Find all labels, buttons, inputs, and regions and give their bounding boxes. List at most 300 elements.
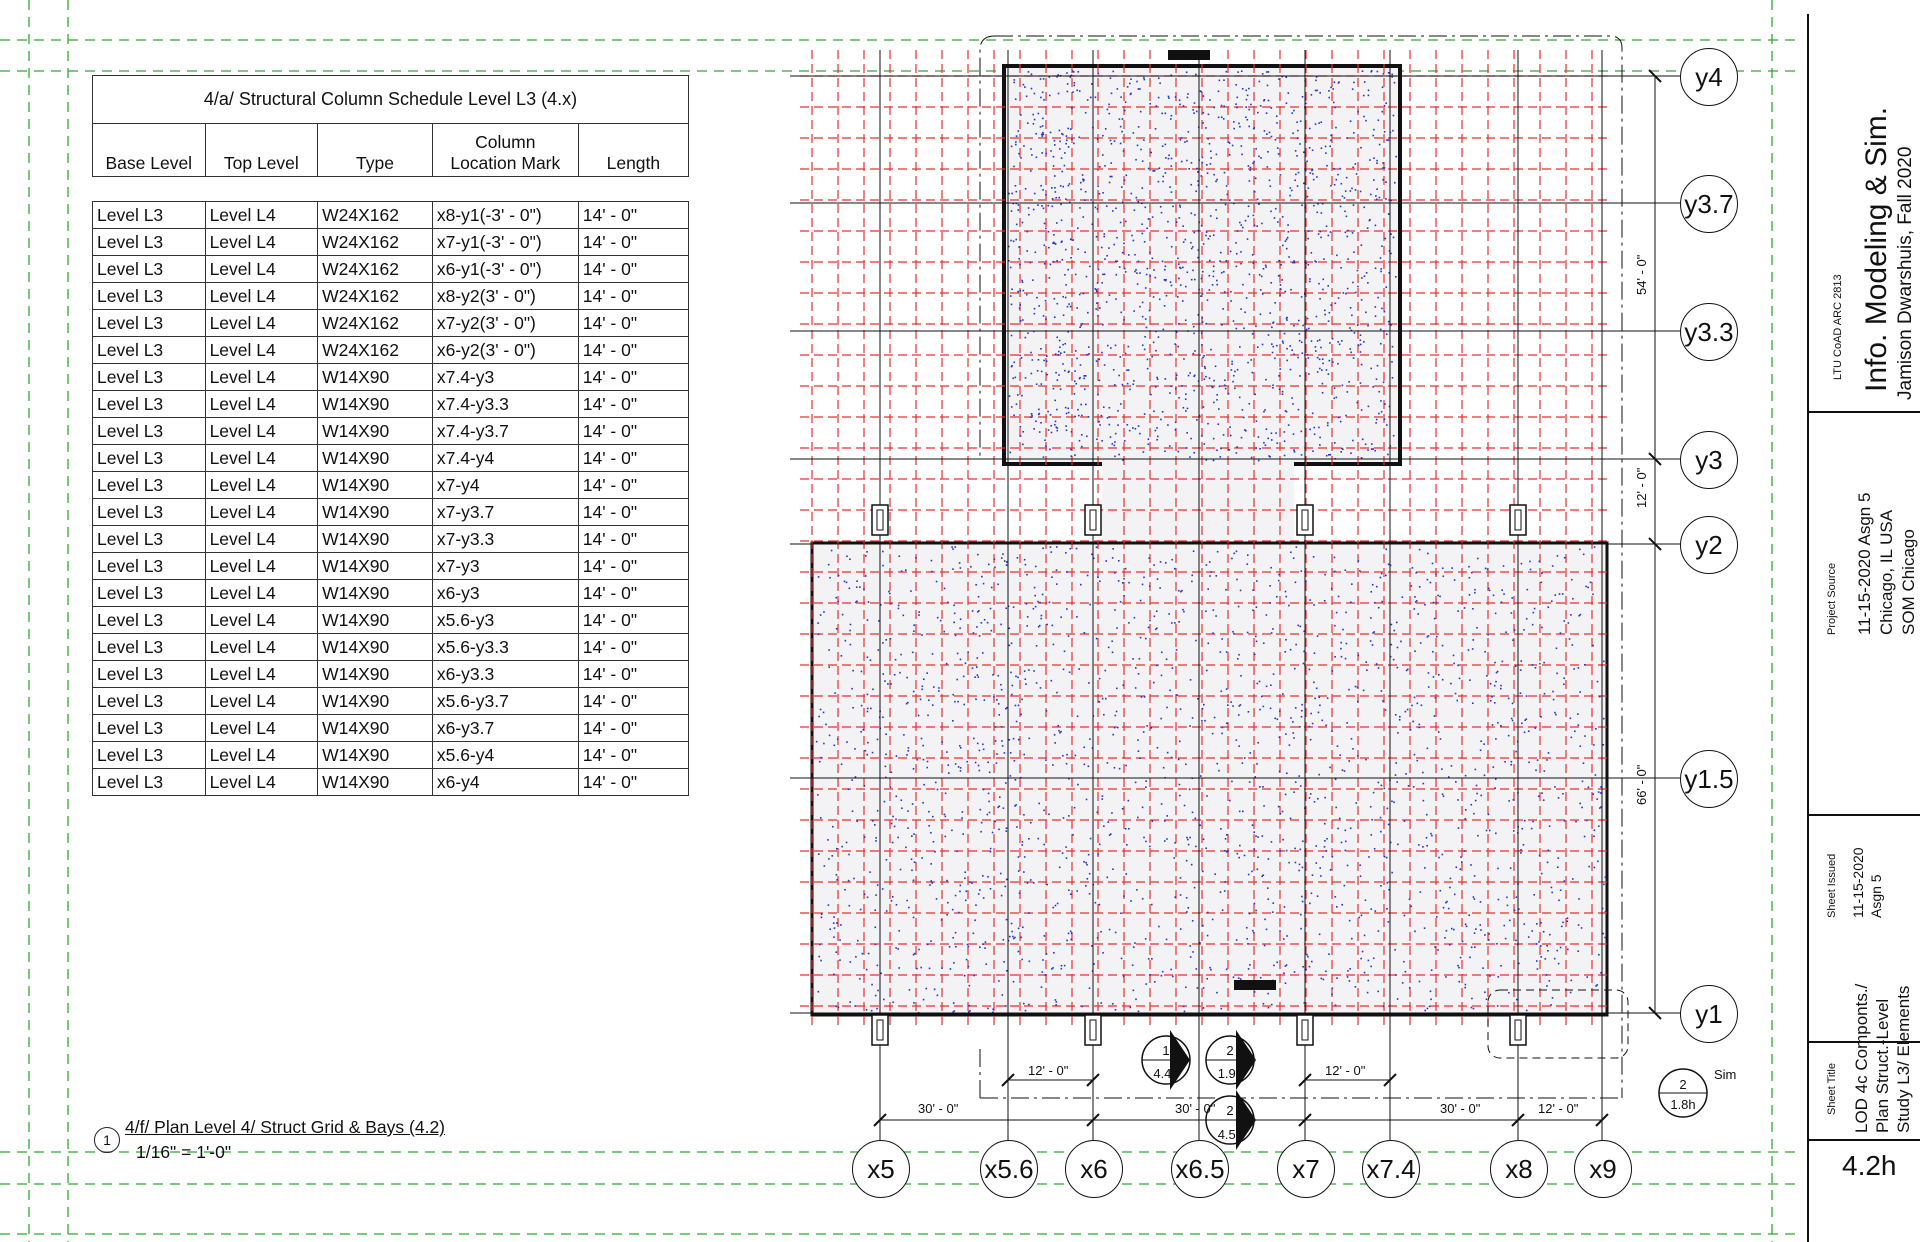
floor-hatch-dot [1109,929,1111,931]
sheet-title-line-2: Plan Struct.-Level [1873,998,1892,1133]
floor-hatch-dot [1122,118,1124,120]
floor-hatch-dot [1183,611,1185,613]
floor-hatch-dot [1028,214,1030,216]
floor-hatch-dot [1438,674,1440,676]
floor-hatch-dot [978,893,980,895]
table-row [93,283,689,310]
floor-hatch-dot [944,836,946,838]
floor-hatch-dot [1175,388,1177,390]
floor-hatch-dot [1199,824,1201,826]
floor-hatch-dot [1193,390,1195,392]
floor-hatch-dot [1312,874,1314,876]
floor-hatch-dot [1120,403,1122,405]
floor-hatch-dot [1081,446,1083,448]
floor-hatch-dot [1352,282,1354,284]
floor-hatch-dot [1159,82,1161,84]
table-cell: Level L4 [205,715,318,742]
floor-hatch-dot [882,642,884,644]
floor-hatch-dot [1310,172,1312,174]
floor-hatch-dot [1368,406,1370,408]
table-cell: Level L3 [93,769,206,796]
floor-hatch-dot [1058,93,1060,95]
table-cell: x6-y3 [432,580,578,607]
floor-hatch-dot [1108,247,1110,249]
floor-hatch-dot [1381,573,1383,575]
floor-hatch-dot [959,627,961,629]
floor-hatch-dot [1539,663,1541,665]
floor-hatch-dot [1134,209,1136,211]
floor-hatch-dot [1274,358,1276,360]
floor-hatch-dot [915,557,917,559]
floor-hatch-dot [1173,857,1175,859]
floor-hatch-dot [1238,977,1240,979]
floor-hatch-dot [1021,280,1023,282]
floor-hatch-dot [1342,385,1344,387]
floor-hatch-dot [1477,558,1479,560]
floor-hatch-dot [1330,304,1332,306]
floor-hatch-dot [955,932,957,934]
floor-hatch-dot [1086,435,1088,437]
floor-hatch-dot [1206,231,1208,233]
floor-hatch-dot [1322,279,1324,281]
table-cell: 14' - 0" [578,364,688,391]
floor-hatch-dot [1494,662,1496,664]
floor-hatch-dot [1388,921,1390,923]
floor-hatch-dot [1115,208,1117,210]
floor-hatch-dot [1388,824,1390,826]
floor-hatch-dot [867,711,869,713]
floor-hatch-dot [1317,357,1319,359]
floor-hatch-dot [1174,622,1176,624]
floor-hatch-dot [1140,111,1142,113]
floor-hatch-dot [1321,978,1323,980]
floor-hatch-dot [1230,701,1232,703]
floor-hatch-dot [1081,1006,1083,1008]
floor-hatch-dot [1001,895,1003,897]
floor-hatch-dot [1318,774,1320,776]
floor-hatch-dot [1095,289,1097,291]
floor-hatch-dot [1179,217,1181,219]
floor-hatch-dot [1139,433,1141,435]
floor-hatch-dot [1380,400,1382,402]
floor-hatch-dot [1270,282,1272,284]
floor-hatch-dot [1123,578,1125,580]
floor-hatch-dot [1059,732,1061,734]
table-cell: Level L3 [93,634,206,661]
floor-hatch-dot [1264,130,1266,132]
floor-hatch-dot [1314,801,1316,803]
floor-hatch-dot [1096,546,1098,548]
floor-hatch-dot [1123,595,1125,597]
floor-hatch-dot [1385,286,1387,288]
floor-hatch-dot [1372,135,1374,137]
floor-hatch-dot [1459,678,1461,680]
floor-hatch-dot [1317,340,1319,342]
floor-hatch-dot [1169,445,1171,447]
floor-hatch-dot [1414,650,1416,652]
floor-hatch-dot [958,766,960,768]
floor-hatch-dot [1070,449,1072,451]
floor-hatch-dot [1551,600,1553,602]
floor-hatch-dot [1187,93,1189,95]
floor-hatch-dot [1360,339,1362,341]
floor-hatch-dot [1313,205,1315,207]
floor-hatch-dot [1391,361,1393,363]
floor-hatch-dot [875,944,877,946]
floor-hatch-dot [1017,677,1019,679]
floor-hatch-dot [1195,818,1197,820]
floor-hatch-dot [1363,95,1365,97]
floor-hatch-dot [1278,153,1280,155]
floor-hatch-dot [1299,143,1301,145]
floor-hatch-dot [1230,291,1232,293]
floor-hatch-dot [1289,345,1291,347]
floor-hatch-dot [1270,567,1272,569]
floor-hatch-dot [1018,928,1020,930]
floor-hatch-dot [1256,420,1258,422]
floor-hatch-dot [1361,277,1363,279]
floor-hatch-dot [941,919,943,921]
floor-hatch-dot [1142,302,1144,304]
floor-hatch-dot [1521,828,1523,830]
floor-hatch-dot [927,715,929,717]
table-cell: W14X90 [318,499,433,526]
floor-hatch-dot [1603,661,1605,663]
floor-hatch-dot [1108,113,1110,115]
floor-hatch-dot [1000,624,1002,626]
floor-hatch-dot [878,649,880,651]
floor-hatch-dot [1456,700,1458,702]
floor-hatch-dot [1209,967,1211,969]
floor-hatch-dot [1051,206,1053,208]
floor-hatch-dot [1284,431,1286,433]
floor-hatch-dot [867,897,869,899]
floor-hatch-dot [1367,227,1369,229]
floor-hatch-dot [1156,627,1158,629]
floor-hatch-dot [1009,645,1011,647]
floor-hatch-dot [1002,745,1004,747]
floor-hatch-dot [1309,903,1311,905]
view-scale: 1/16" = 1'-0" [136,1142,232,1162]
floor-hatch-dot [868,601,870,603]
floor-hatch-dot [1168,158,1170,160]
view-caption [97,1117,445,1138]
floor-hatch-dot [1468,649,1470,651]
floor-hatch-dot [1572,598,1574,600]
floor-hatch-dot [1335,127,1337,129]
floor-hatch-dot [984,619,986,621]
floor-hatch-dot [1466,926,1468,928]
floor-hatch-dot [1393,801,1395,803]
floor-hatch-dot [1185,239,1187,241]
floor-hatch-dot [1060,204,1062,206]
floor-hatch-dot [1195,640,1197,642]
section-mark-4-sheet: 1.8h [1670,1097,1696,1112]
floor-hatch-dot [1214,717,1216,719]
floor-hatch-dot [1178,278,1180,280]
floor-hatch-dot [1134,254,1136,256]
floor-hatch-dot [1201,91,1203,93]
floor-hatch-dot [1015,144,1017,146]
floor-hatch-dot [1212,632,1214,634]
floor-hatch-dot [1329,342,1331,344]
floor-hatch-dot [1293,449,1295,451]
floor-hatch-dot [1201,435,1203,437]
floor-hatch-dot [1216,449,1218,451]
floor-hatch-dot [1511,612,1513,614]
floor-hatch-dot [1593,836,1595,838]
floor-hatch-dot [1412,567,1414,569]
floor-hatch-dot [913,917,915,919]
floor-hatch-dot [1058,730,1060,732]
floor-hatch-dot [1050,150,1052,152]
floor-hatch-dot [1236,739,1238,741]
floor-hatch-dot [1076,890,1078,892]
floor-hatch-dot [1085,191,1087,193]
floor-hatch-dot [1257,683,1259,685]
floor-hatch-dot [1453,663,1455,665]
floor-hatch-dot [1255,636,1257,638]
floor-hatch-dot [1151,904,1153,906]
floor-hatch-dot [913,954,915,956]
floor-hatch-dot [1062,852,1064,854]
floor-hatch-dot [1353,132,1355,134]
floor-hatch-dot [1604,937,1606,939]
floor-hatch-dot [1500,965,1502,967]
floor-hatch-dot [1272,911,1274,913]
floor-hatch-dot [1227,704,1229,706]
floor-hatch-dot [1482,967,1484,969]
dim-y2-y3: 12' - 0" [1634,467,1649,508]
floor-hatch-dot [1171,559,1173,561]
floor-hatch-dot [922,685,924,687]
floor-hatch-dot [918,614,920,616]
table-cell: x7-y3.3 [432,526,578,553]
floor-hatch-dot [1377,365,1379,367]
floor-hatch-dot [1083,861,1085,863]
floor-hatch-dot [1582,781,1584,783]
floor-hatch-dot [1371,819,1373,821]
floor-hatch-dot [1000,873,1002,875]
floor-hatch-dot [1011,288,1013,290]
floor-hatch-dot [1050,132,1052,134]
floor-hatch-dot [1272,352,1274,354]
floor-hatch-dot [1085,112,1087,114]
floor-hatch-dot [1056,426,1058,428]
floor-hatch-dot [955,946,957,948]
floor-hatch-dot [856,600,858,602]
floor-hatch-dot [1583,762,1585,764]
floor-hatch-dot [866,754,868,756]
floor-hatch-dot [1305,969,1307,971]
floor-hatch-dot [1166,295,1168,297]
floor-hatch-dot [1149,620,1151,622]
floor-hatch-dot [922,802,924,804]
floor-hatch-dot [1326,455,1328,457]
floor-hatch-dot [1508,735,1510,737]
floor-hatch-dot [1280,288,1282,290]
floor-hatch-dot [1110,833,1112,835]
floor-hatch-dot [1242,762,1244,764]
floor-hatch-dot [1153,296,1155,298]
floor-hatch-dot [1397,647,1399,649]
floor-hatch-dot [1053,952,1055,954]
floor-hatch-dot [1319,697,1321,699]
floor-hatch-dot [1223,271,1225,273]
floor-hatch-dot [1370,368,1372,370]
floor-hatch-dot [1136,889,1138,891]
floor-hatch-dot [1029,961,1031,963]
floor-hatch-dot [913,630,915,632]
floor-hatch-dot [1236,452,1238,454]
floor-hatch-dot [909,989,911,991]
floor-hatch-dot [1257,856,1259,858]
floor-hatch-dot [1097,854,1099,856]
floor-hatch-dot [1266,133,1268,135]
floor-hatch-dot [1345,415,1347,417]
floor-hatch-dot [1103,406,1105,408]
floor-hatch-dot [1150,394,1152,396]
floor-hatch-dot [1393,435,1395,437]
floor-hatch-dot [1267,166,1269,168]
floor-hatch-dot [1299,375,1301,377]
floor-hatch-dot [1528,762,1530,764]
floor-hatch-dot [1109,294,1111,296]
floor-hatch-dot [1464,607,1466,609]
floor-hatch-dot [1065,297,1067,299]
floor-hatch-dot [973,632,975,634]
floor-hatch-dot [1388,139,1390,141]
floor-hatch-dot [1358,917,1360,919]
floor-hatch-dot [1013,79,1015,81]
floor-hatch-dot [1238,606,1240,608]
floor-hatch-dot [1218,91,1220,93]
floor-hatch-dot [1457,965,1459,967]
floor-hatch-dot [1149,310,1151,312]
floor-hatch-dot [1186,897,1188,899]
floor-hatch-dot [1070,455,1072,457]
floor-hatch-dot [1261,875,1263,877]
floor-hatch-dot [1367,992,1369,994]
floor-hatch-dot [1445,976,1447,978]
floor-hatch-dot [1505,938,1507,940]
floor-hatch-dot [1229,426,1231,428]
floor-hatch-dot [1003,807,1005,809]
floor-hatch-dot [1164,820,1166,822]
floor-hatch-dot [1010,267,1012,269]
floor-hatch-dot [1001,740,1003,742]
table-row [93,391,689,418]
floor-hatch-dot [1293,433,1295,435]
floor-hatch-dot [1316,211,1318,213]
floor-hatch-dot [973,738,975,740]
floor-hatch-dot [1057,379,1059,381]
table-cell: Level L3 [93,742,206,769]
floor-hatch-dot [1495,738,1497,740]
table-cell: Level L3 [93,202,206,229]
floor-hatch-dot [1216,179,1218,181]
floor-hatch-dot [1342,769,1344,771]
floor-hatch-dot [1514,629,1516,631]
table-cell: 14' - 0" [578,688,688,715]
floor-hatch-dot [1350,120,1352,122]
floor-hatch-dot [1547,850,1549,852]
floor-hatch-dot [1345,293,1347,295]
table-cell: Level L4 [205,337,318,364]
floor-hatch-dot [1268,100,1270,102]
floor-hatch-dot [1119,266,1121,268]
floor-hatch-dot [1275,139,1277,141]
floor-hatch-dot [1368,90,1370,92]
floor-hatch-dot [1257,112,1259,114]
floor-hatch-dot [1240,308,1242,310]
floor-hatch-dot [1059,340,1061,342]
floor-hatch-dot [1454,579,1456,581]
floor-hatch-dot [1560,947,1562,949]
floor-hatch-dot [1164,840,1166,842]
floor-hatch-dot [1240,224,1242,226]
floor-hatch-dot [1235,84,1237,86]
floor-hatch-dot [877,739,879,741]
floor-hatch-dot [1020,937,1022,939]
floor-hatch-dot [1253,161,1255,163]
floor-hatch-dot [1156,439,1158,441]
floor-hatch-dot [1310,252,1312,254]
floor-hatch-dot [1191,864,1193,866]
floor-hatch-dot [1140,149,1142,151]
floor-hatch-dot [1419,981,1421,983]
floor-hatch-dot [1564,880,1566,882]
floor-hatch-dot [1009,452,1011,454]
floor-hatch-dot [1515,751,1517,753]
floor-hatch-dot [1195,74,1197,76]
floor-hatch-dot [1274,717,1276,719]
floor-hatch-dot [1370,194,1372,196]
floor-hatch-dot [1436,602,1438,604]
floor-hatch-dot [1223,79,1225,81]
floor-hatch-dot [954,701,956,703]
floor-hatch-dot [1314,433,1316,435]
floor-hatch-dot [1034,587,1036,589]
floor-hatch-dot [1247,119,1249,121]
floor-hatch-dot [1578,615,1580,617]
floor-hatch-dot [1286,317,1288,319]
floor-hatch-dot [1500,725,1502,727]
floor-hatch-dot [1321,720,1323,722]
floor-hatch-dot [1189,725,1191,727]
floor-hatch-dot [1123,243,1125,245]
floor-hatch-dot [1025,564,1027,566]
floor-hatch-dot [1508,800,1510,802]
floor-hatch-dot [1563,677,1565,679]
floor-hatch-dot [1026,250,1028,252]
floor-hatch-dot [1501,589,1503,591]
floor-hatch-dot [1188,375,1190,377]
floor-hatch-dot [1080,364,1082,366]
floor-hatch-dot [1393,115,1395,117]
floor-hatch-dot [1332,88,1334,90]
floor-hatch-dot [1111,640,1113,642]
floor-hatch-dot [1273,321,1275,323]
floor-hatch-dot [838,575,840,577]
floor-hatch-dot [1279,368,1281,370]
floor-hatch-dot [1330,185,1332,187]
floor-hatch-dot [1329,145,1331,147]
floor-hatch-dot [1042,118,1044,120]
floor-hatch-dot [1028,738,1030,740]
floor-hatch-dot [1301,296,1303,298]
floor-hatch-dot [1291,349,1293,351]
